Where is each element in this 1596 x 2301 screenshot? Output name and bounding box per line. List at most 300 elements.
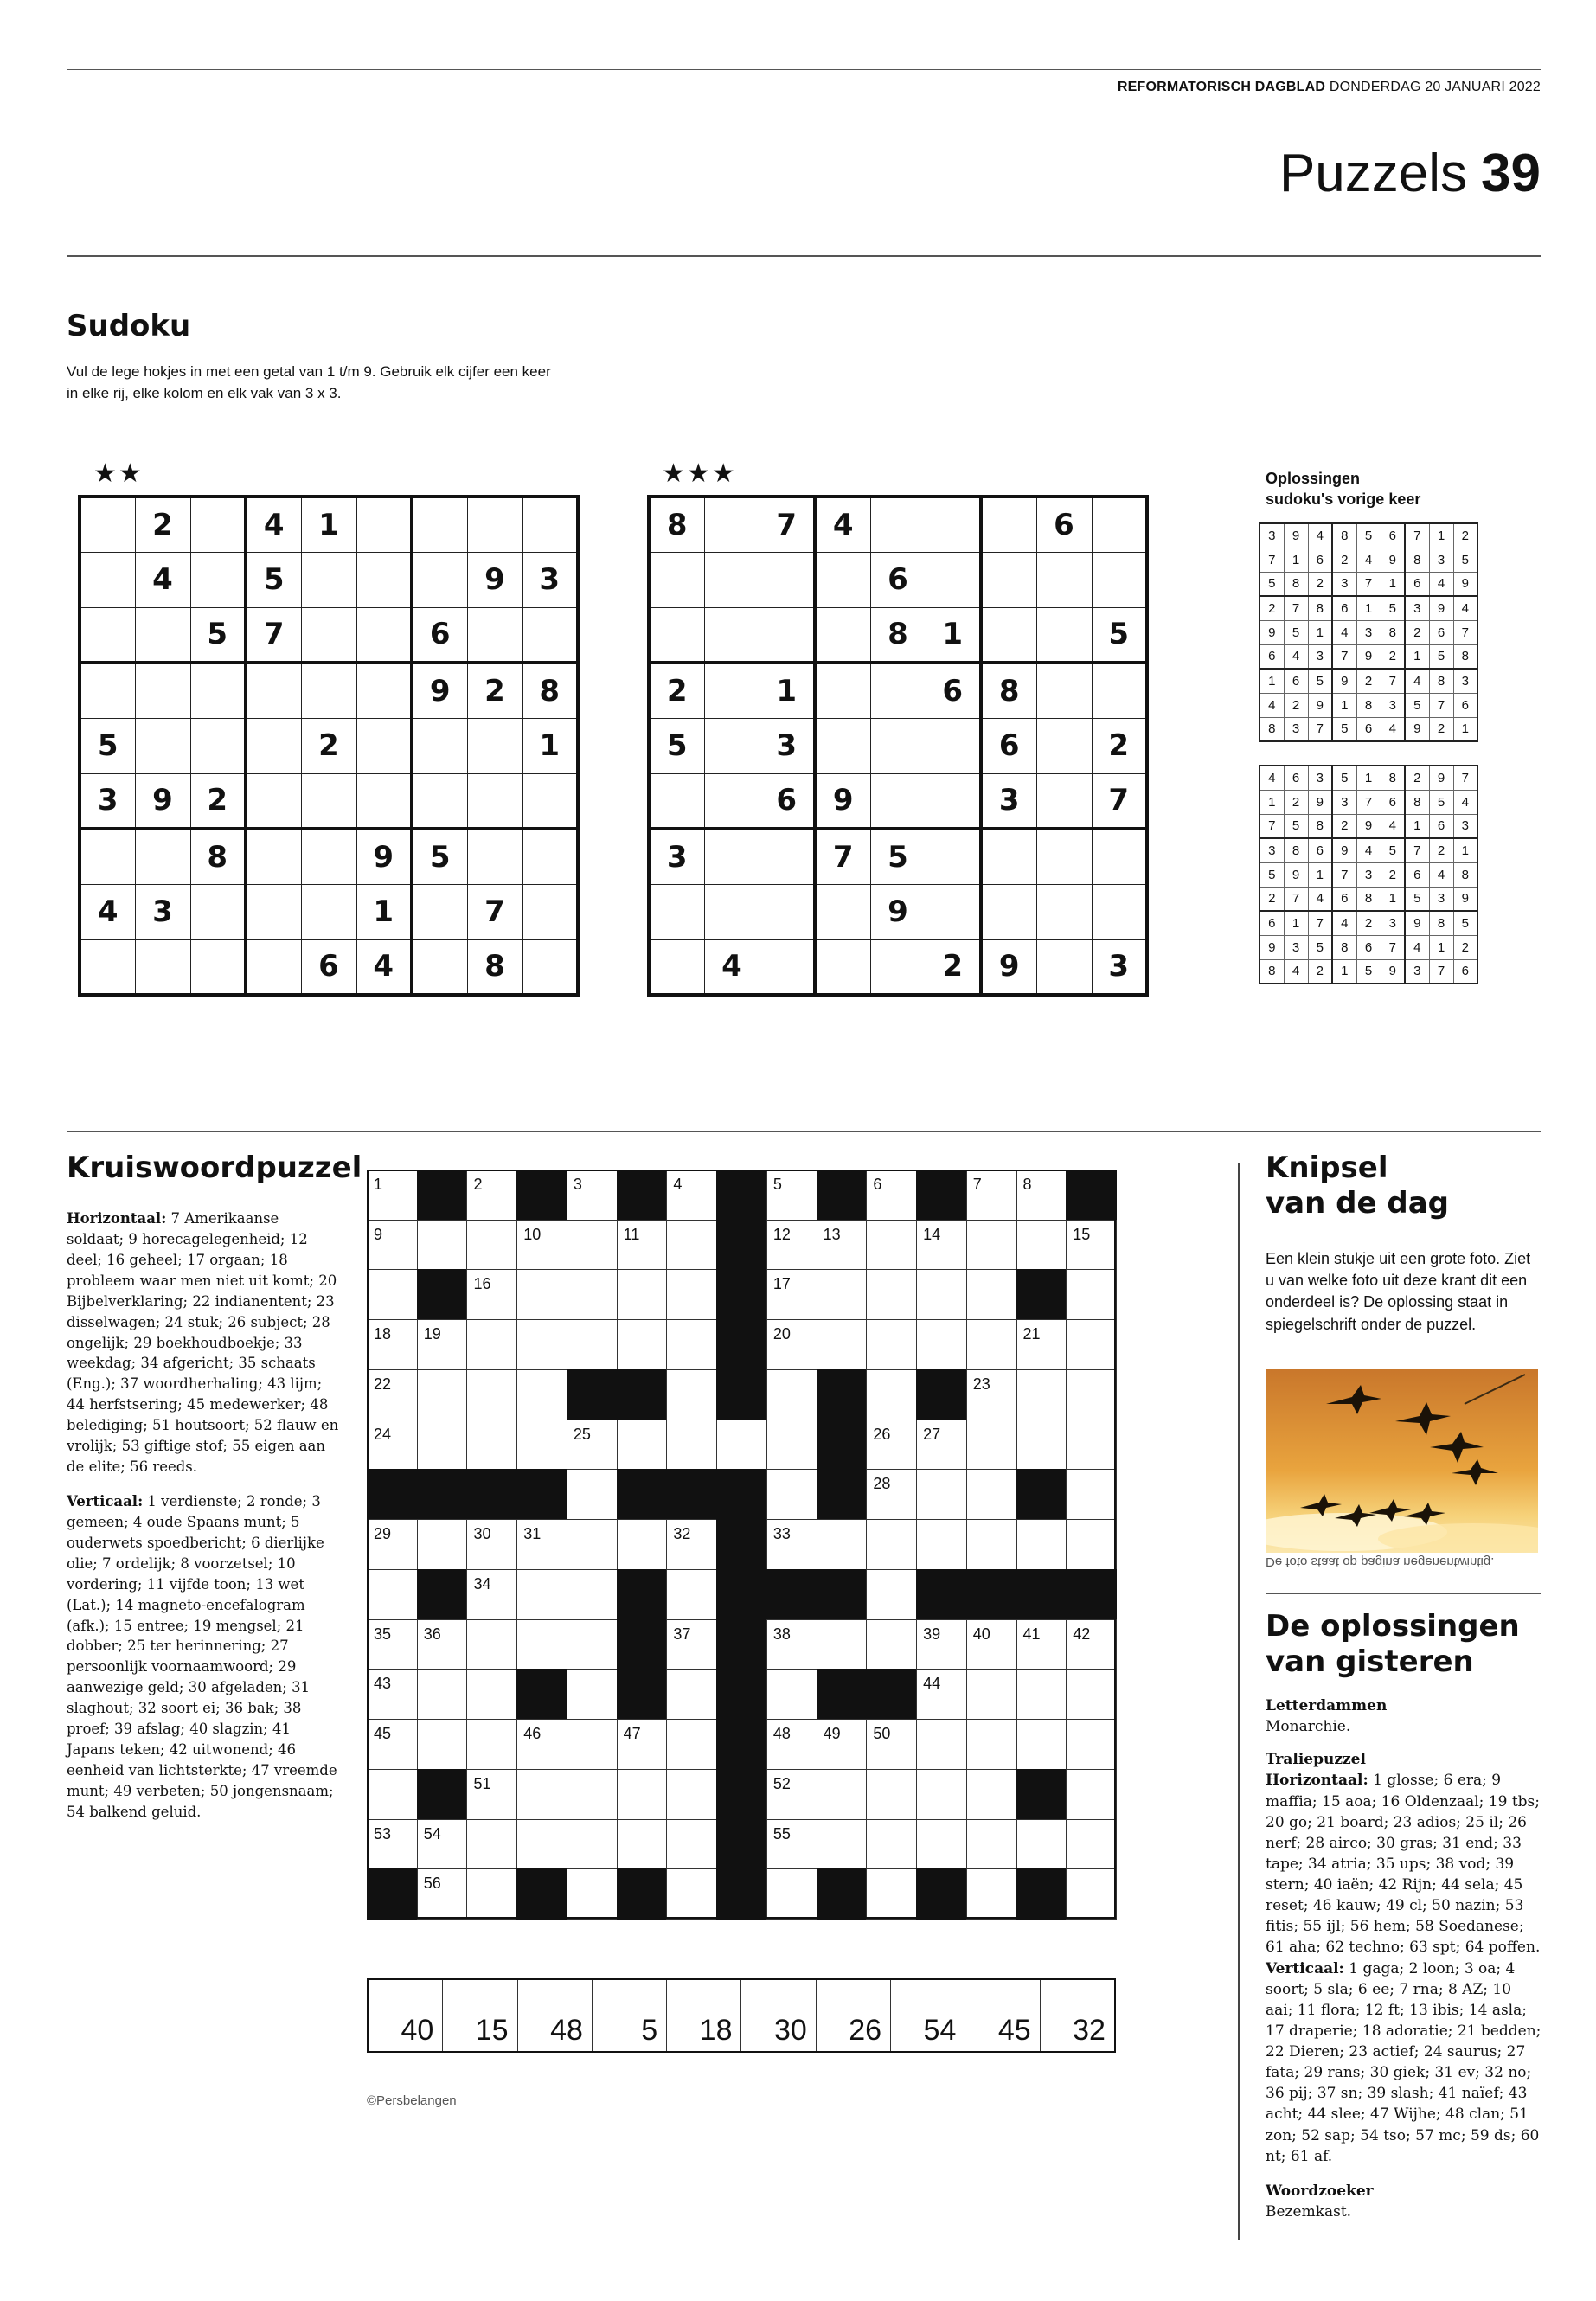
crossword-cell[interactable] xyxy=(916,1469,967,1520)
crossword-cell[interactable] xyxy=(817,1220,868,1271)
crossword-cell[interactable] xyxy=(1066,1369,1117,1420)
sudoku-1-cell[interactable] xyxy=(80,829,135,884)
crossword-cell[interactable] xyxy=(966,1319,1017,1370)
sudoku-2-cell[interactable] xyxy=(926,497,981,552)
answer-box[interactable] xyxy=(369,1980,443,2051)
sudoku-2-cell[interactable] xyxy=(760,884,815,939)
crossword-cell[interactable] xyxy=(516,1719,567,1770)
crossword-cell[interactable] xyxy=(916,1819,967,1870)
crossword-cell[interactable] xyxy=(1066,1269,1117,1320)
sudoku-2-cell[interactable] xyxy=(926,829,981,884)
crossword-clue-number: 21 xyxy=(1022,1325,1041,1343)
sudoku-2-cell[interactable] xyxy=(870,939,926,995)
crossword-cell[interactable] xyxy=(1016,1170,1067,1221)
crossword-cell[interactable] xyxy=(516,1420,567,1471)
crossword-cell[interactable] xyxy=(617,1220,668,1271)
sudoku-2-cell[interactable] xyxy=(981,829,1036,884)
crossword-cell[interactable] xyxy=(367,1269,418,1320)
crossword-cell[interactable] xyxy=(866,1819,917,1870)
crossword-cell[interactable] xyxy=(466,1719,517,1770)
sudoku-2-cell[interactable] xyxy=(815,884,870,939)
answer-box[interactable] xyxy=(965,1980,1040,2051)
crossword-cell[interactable] xyxy=(466,1269,517,1320)
crossword-cell[interactable] xyxy=(766,1519,817,1570)
sudoku-2-cell[interactable] xyxy=(1092,497,1147,552)
sudoku-1-cell[interactable] xyxy=(135,829,190,884)
crossword-answer-row[interactable] xyxy=(367,1978,1116,2053)
crossword-cell[interactable] xyxy=(1016,1319,1067,1370)
sudoku-2-cell[interactable] xyxy=(1092,552,1147,607)
crossword-cell[interactable] xyxy=(1016,1819,1067,1870)
solution-1-cell: 3 xyxy=(1381,693,1405,717)
crossword-cell[interactable] xyxy=(516,1619,567,1670)
solution-2-cell: 3 xyxy=(1356,862,1381,887)
sudoku-2-cell[interactable] xyxy=(1036,939,1092,995)
crossword-cell[interactable] xyxy=(866,1220,917,1271)
crossword-cell[interactable] xyxy=(766,1170,817,1221)
crossword-cell[interactable] xyxy=(466,1420,517,1471)
sudoku-2-cell[interactable] xyxy=(926,718,981,773)
sudoku-2-cell[interactable] xyxy=(1092,884,1147,939)
crossword-cell[interactable] xyxy=(666,1868,717,1920)
sudoku-2-cell: 5 xyxy=(1092,607,1147,663)
crossword-cell[interactable] xyxy=(866,1868,917,1920)
crossword-cell[interactable] xyxy=(367,1170,418,1221)
crossword-cell[interactable] xyxy=(966,1220,1017,1271)
sudoku-1-cell[interactable] xyxy=(190,718,246,773)
crossword-cell[interactable] xyxy=(567,1269,618,1320)
sudoku-grid-2[interactable] xyxy=(647,495,1149,997)
crossword-cell[interactable] xyxy=(516,1220,567,1271)
crossword-black-cell xyxy=(817,1420,868,1471)
sudoku-1-cell[interactable] xyxy=(412,884,467,939)
crossword-cell[interactable] xyxy=(866,1569,917,1620)
sudoku-1-cell[interactable] xyxy=(356,663,412,718)
crossword-cell[interactable] xyxy=(817,1319,868,1370)
crossword-cell[interactable] xyxy=(417,1420,468,1471)
sudoku-2-cell[interactable] xyxy=(649,773,704,829)
crossword-cell[interactable] xyxy=(866,1769,917,1820)
crossword-cell[interactable] xyxy=(567,1170,618,1221)
crossword-cell[interactable] xyxy=(916,1420,967,1471)
sudoku-2-cell[interactable] xyxy=(760,607,815,663)
crossword-cell[interactable] xyxy=(1066,1420,1117,1471)
crossword-cell[interactable] xyxy=(567,1319,618,1370)
crossword-cell[interactable] xyxy=(817,1619,868,1670)
sudoku-1-cell[interactable] xyxy=(80,552,135,607)
sudoku-1-cell[interactable] xyxy=(135,939,190,995)
crossword-cell[interactable] xyxy=(617,1319,668,1370)
crossword-cell[interactable] xyxy=(666,1319,717,1370)
crossword-cell[interactable] xyxy=(417,1669,468,1720)
sudoku-1-cell[interactable] xyxy=(190,663,246,718)
crossword-cell[interactable] xyxy=(367,1669,418,1720)
sudoku-grid-1[interactable] xyxy=(78,495,580,997)
sudoku-1-cell[interactable] xyxy=(522,497,578,552)
sudoku-1-cell[interactable] xyxy=(522,829,578,884)
crossword-cell[interactable] xyxy=(567,1469,618,1520)
sudoku-1-cell[interactable] xyxy=(356,718,412,773)
crossword-cell[interactable] xyxy=(466,1769,517,1820)
crossword-cell[interactable] xyxy=(567,1519,618,1570)
crossword-cell[interactable] xyxy=(417,1868,468,1920)
crossword-cell[interactable] xyxy=(766,1319,817,1370)
crossword-cell[interactable] xyxy=(966,1420,1017,1471)
crossword-cell[interactable] xyxy=(966,1369,1017,1420)
crossword-cell[interactable] xyxy=(817,1769,868,1820)
crossword-cell[interactable] xyxy=(766,1819,817,1870)
crossword-cell[interactable] xyxy=(966,1769,1017,1820)
sudoku-2-cell: 9 xyxy=(981,939,1036,995)
crossword-cell[interactable] xyxy=(417,1619,468,1670)
crossword-cell[interactable] xyxy=(1066,1619,1117,1670)
crossword-cell[interactable] xyxy=(966,1868,1017,1920)
crossword-cell[interactable] xyxy=(666,1170,717,1221)
crossword-cell[interactable] xyxy=(866,1519,917,1570)
sudoku-2-cell[interactable] xyxy=(981,884,1036,939)
sudoku-1-cell[interactable] xyxy=(467,773,522,829)
sudoku-1-cell[interactable] xyxy=(522,607,578,663)
crossword-cell[interactable] xyxy=(916,1519,967,1570)
crossword-cell[interactable] xyxy=(516,1519,567,1570)
sudoku-1-cell[interactable] xyxy=(246,829,301,884)
sudoku-2-cell[interactable] xyxy=(1036,718,1092,773)
crossword-cell[interactable] xyxy=(766,1269,817,1320)
sudoku-1-cell[interactable] xyxy=(522,884,578,939)
sudoku-1-cell[interactable] xyxy=(135,718,190,773)
crossword-cell[interactable] xyxy=(666,1269,717,1320)
crossword-cell[interactable] xyxy=(817,1819,868,1870)
crossword-cell[interactable] xyxy=(866,1719,917,1770)
crossword-cell[interactable] xyxy=(367,1719,418,1770)
crossword-cell[interactable] xyxy=(567,1619,618,1670)
crossword-cell[interactable] xyxy=(367,1769,418,1820)
crossword-cell[interactable] xyxy=(716,1420,767,1471)
sudoku-1-cell[interactable] xyxy=(467,829,522,884)
sudoku-2-cell[interactable] xyxy=(870,663,926,718)
crossword-cell[interactable] xyxy=(466,1569,517,1620)
crossword-cell[interactable] xyxy=(466,1819,517,1870)
crossword-cell[interactable] xyxy=(617,1819,668,1870)
sudoku-1-cell[interactable] xyxy=(301,829,356,884)
crossword-cell[interactable] xyxy=(1066,1769,1117,1820)
crossword-cell[interactable] xyxy=(617,1269,668,1320)
sudoku-1-cell[interactable] xyxy=(246,718,301,773)
sudoku-2-cell[interactable] xyxy=(1036,829,1092,884)
crossword-cell[interactable] xyxy=(916,1220,967,1271)
sudoku-2-cell[interactable] xyxy=(981,607,1036,663)
sudoku-1-cell[interactable] xyxy=(80,607,135,663)
crossword-cell[interactable] xyxy=(966,1719,1017,1770)
sudoku-1-cell[interactable] xyxy=(135,607,190,663)
crossword-cell[interactable] xyxy=(367,1420,418,1471)
sudoku-1-cell[interactable] xyxy=(246,939,301,995)
crossword-cell[interactable] xyxy=(1016,1420,1067,1471)
crossword-cell[interactable] xyxy=(417,1819,468,1870)
sudoku-2-cell[interactable] xyxy=(649,607,704,663)
crossword-cell[interactable] xyxy=(567,1868,618,1920)
crossword-cell[interactable] xyxy=(817,1519,868,1570)
sudoku-1-cell[interactable] xyxy=(356,497,412,552)
crossword-cell[interactable] xyxy=(766,1469,817,1520)
crossword-cell[interactable] xyxy=(766,1369,817,1420)
sudoku-1-cell: 1 xyxy=(356,884,412,939)
sudoku-1-cell[interactable] xyxy=(190,552,246,607)
crossword-cell[interactable] xyxy=(516,1569,567,1620)
crossword-cell[interactable] xyxy=(766,1220,817,1271)
crossword-cell[interactable] xyxy=(617,1719,668,1770)
crossword-cell[interactable] xyxy=(466,1220,517,1271)
answer-box[interactable] xyxy=(1041,1980,1114,2051)
crossword-cell[interactable] xyxy=(866,1319,917,1370)
sudoku-1-cell[interactable] xyxy=(246,884,301,939)
sudoku-2-cell[interactable] xyxy=(704,718,760,773)
sudoku-2-cell[interactable] xyxy=(1092,663,1147,718)
crossword-cell[interactable] xyxy=(966,1819,1017,1870)
sudoku-2-cell[interactable] xyxy=(870,773,926,829)
sudoku-2-cell[interactable] xyxy=(1092,829,1147,884)
crossword-cell[interactable] xyxy=(866,1269,917,1320)
crossword-cell[interactable] xyxy=(567,1420,618,1471)
sudoku-2-cell[interactable] xyxy=(704,497,760,552)
sudoku-2-cell[interactable] xyxy=(1036,884,1092,939)
crossword-cell[interactable] xyxy=(916,1319,967,1370)
crossword-cell[interactable] xyxy=(1016,1220,1067,1271)
crossword-cell[interactable] xyxy=(666,1619,717,1670)
crossword-cell[interactable] xyxy=(1016,1669,1067,1720)
crossword-cell[interactable] xyxy=(916,1269,967,1320)
crossword-cell[interactable] xyxy=(567,1769,618,1820)
crossword-cell[interactable] xyxy=(916,1719,967,1770)
crossword-cell[interactable] xyxy=(966,1619,1017,1670)
crossword-cell[interactable] xyxy=(766,1420,817,1471)
crossword-black-cell xyxy=(617,1569,668,1620)
sudoku-2-cell[interactable] xyxy=(1036,552,1092,607)
crossword-cell[interactable] xyxy=(766,1669,817,1720)
crossword-cell[interactable] xyxy=(866,1170,917,1221)
crossword-cell[interactable] xyxy=(1066,1519,1117,1570)
sudoku-2-cell[interactable] xyxy=(760,939,815,995)
crossword-cell[interactable] xyxy=(567,1220,618,1271)
crossword-cell[interactable] xyxy=(666,1819,717,1870)
crossword-cell[interactable] xyxy=(567,1719,618,1770)
crossword-cell[interactable] xyxy=(1016,1719,1067,1770)
sudoku-1-cell[interactable] xyxy=(301,773,356,829)
crossword-cell[interactable] xyxy=(417,1369,468,1420)
sudoku-1-cell[interactable] xyxy=(301,607,356,663)
answer-box[interactable] xyxy=(891,1980,965,2051)
crossword-black-cell xyxy=(716,1719,767,1770)
crossword-cell[interactable] xyxy=(417,1220,468,1271)
sudoku-1-cell[interactable] xyxy=(467,497,522,552)
sudoku-2-cell[interactable] xyxy=(926,552,981,607)
sudoku-2-cell[interactable] xyxy=(704,663,760,718)
sudoku-2-cell[interactable] xyxy=(1036,607,1092,663)
sudoku-1-cell[interactable] xyxy=(412,497,467,552)
answer-box[interactable] xyxy=(518,1980,593,2051)
crossword-cell[interactable] xyxy=(466,1669,517,1720)
crossword-cell[interactable] xyxy=(1066,1868,1117,1920)
sudoku-2-cell[interactable] xyxy=(815,718,870,773)
crossword-cell[interactable] xyxy=(866,1369,917,1420)
crossword-cell[interactable] xyxy=(916,1769,967,1820)
crossword-cell[interactable] xyxy=(466,1319,517,1370)
crossword-cell[interactable] xyxy=(1016,1519,1067,1570)
sudoku-2-cell[interactable] xyxy=(649,939,704,995)
crossword-cell[interactable] xyxy=(1016,1619,1067,1670)
crossword-cell[interactable] xyxy=(516,1369,567,1420)
sudoku-1-cell[interactable] xyxy=(301,552,356,607)
crossword-cell[interactable] xyxy=(1066,1819,1117,1870)
sudoku-2-cell[interactable] xyxy=(704,773,760,829)
sudoku-2-cell[interactable] xyxy=(704,552,760,607)
sudoku-2-cell[interactable] xyxy=(815,607,870,663)
sudoku-2-cell[interactable] xyxy=(981,497,1036,552)
crossword-cell[interactable] xyxy=(666,1220,717,1271)
sudoku-2-cell[interactable] xyxy=(926,773,981,829)
crossword-cell[interactable] xyxy=(466,1619,517,1670)
crossword-cell[interactable] xyxy=(617,1519,668,1570)
crossword-cell[interactable] xyxy=(567,1819,618,1870)
crossword-cell[interactable] xyxy=(766,1868,817,1920)
crossword-cell[interactable] xyxy=(966,1269,1017,1320)
crossword-cell[interactable] xyxy=(466,1868,517,1920)
sudoku-1-cell[interactable] xyxy=(301,663,356,718)
crossword-cell[interactable] xyxy=(966,1669,1017,1720)
crossword-cell[interactable] xyxy=(516,1819,567,1870)
sudoku-2-cell[interactable] xyxy=(649,552,704,607)
sudoku-2-cell[interactable] xyxy=(649,884,704,939)
sudoku-1-cell[interactable] xyxy=(356,552,412,607)
crossword-cell[interactable] xyxy=(866,1619,917,1670)
crossword-cell[interactable] xyxy=(567,1669,618,1720)
crossword-cell[interactable] xyxy=(367,1569,418,1620)
clues-vertical-label: Verticaal: xyxy=(67,1492,144,1509)
sudoku-1-cell[interactable] xyxy=(412,773,467,829)
crossword-cell[interactable] xyxy=(766,1619,817,1670)
sudoku-2-cell[interactable] xyxy=(704,884,760,939)
crossword-cell[interactable] xyxy=(617,1420,668,1471)
crossword-cell[interactable] xyxy=(466,1519,517,1570)
crossword-cell[interactable] xyxy=(367,1220,418,1271)
sudoku-1-cell[interactable] xyxy=(190,939,246,995)
sudoku-1-cell[interactable] xyxy=(246,663,301,718)
sudoku-1-cell[interactable] xyxy=(356,773,412,829)
sudoku-2-cell[interactable] xyxy=(815,552,870,607)
crossword-cell[interactable] xyxy=(367,1619,418,1670)
crossword-cell[interactable] xyxy=(666,1769,717,1820)
crossword-cell[interactable] xyxy=(466,1170,517,1221)
crossword-cell[interactable] xyxy=(866,1469,917,1520)
answer-box[interactable] xyxy=(741,1980,816,2051)
crossword-cell[interactable] xyxy=(817,1269,868,1320)
crossword-cell[interactable] xyxy=(516,1319,567,1370)
sudoku-1-cell[interactable] xyxy=(522,773,578,829)
sudoku-1-cell[interactable] xyxy=(467,718,522,773)
crossword-cell[interactable] xyxy=(1066,1719,1117,1770)
crossword-cell[interactable] xyxy=(367,1369,418,1420)
sudoku-2-cell[interactable] xyxy=(704,607,760,663)
answer-box[interactable] xyxy=(443,1980,517,2051)
sudoku-2-cell[interactable] xyxy=(815,939,870,995)
sudoku-2-cell[interactable] xyxy=(926,884,981,939)
sudoku-1-cell[interactable] xyxy=(301,884,356,939)
sudoku-1-cell[interactable] xyxy=(190,884,246,939)
sudoku-2-cell[interactable] xyxy=(760,829,815,884)
answer-box[interactable] xyxy=(667,1980,741,2051)
answer-box[interactable] xyxy=(593,1980,667,2051)
sudoku-2-cell[interactable] xyxy=(704,829,760,884)
crossword-cell[interactable] xyxy=(1016,1369,1067,1420)
crossword-cell[interactable] xyxy=(417,1519,468,1570)
crossword-cell[interactable] xyxy=(817,1719,868,1770)
crossword-cell[interactable] xyxy=(666,1369,717,1420)
crossword-cell[interactable] xyxy=(966,1519,1017,1570)
sudoku-2-cell[interactable] xyxy=(981,552,1036,607)
crossword-cell[interactable] xyxy=(966,1170,1017,1221)
crossword-cell[interactable] xyxy=(516,1769,567,1820)
sudoku-1-cell[interactable] xyxy=(135,663,190,718)
sudoku-2-cell[interactable] xyxy=(815,663,870,718)
crossword-cell[interactable] xyxy=(417,1319,468,1370)
crossword-cell[interactable] xyxy=(766,1719,817,1770)
crossword-cell[interactable] xyxy=(516,1269,567,1320)
sudoku-1-cell[interactable] xyxy=(412,552,467,607)
crossword-cell[interactable] xyxy=(417,1719,468,1770)
sudoku-1-cell[interactable] xyxy=(467,607,522,663)
crossword-cell[interactable] xyxy=(617,1769,668,1820)
crossword-cell[interactable] xyxy=(1066,1469,1117,1520)
crossword-cell[interactable] xyxy=(666,1669,717,1720)
crossword-cell[interactable] xyxy=(916,1669,967,1720)
crossword-cell[interactable] xyxy=(1066,1669,1117,1720)
crossword-cell[interactable] xyxy=(567,1569,618,1620)
sudoku-1-cell[interactable] xyxy=(80,939,135,995)
sudoku-2-cell[interactable] xyxy=(1036,773,1092,829)
crossword-cell[interactable] xyxy=(916,1619,967,1670)
crossword-cell[interactable] xyxy=(966,1469,1017,1520)
sudoku-2-cell[interactable] xyxy=(760,552,815,607)
crossword-black-cell xyxy=(617,1170,668,1221)
sudoku-1-cell[interactable] xyxy=(80,497,135,552)
sudoku-1-cell[interactable] xyxy=(412,939,467,995)
crossword-cell[interactable] xyxy=(1066,1319,1117,1370)
sudoku-1-cell[interactable] xyxy=(412,718,467,773)
sudoku-1-cell[interactable] xyxy=(246,773,301,829)
sudoku-2-cell[interactable] xyxy=(870,497,926,552)
answer-box[interactable] xyxy=(817,1980,891,2051)
crossword-cell[interactable] xyxy=(666,1519,717,1570)
crossword-cell[interactable] xyxy=(666,1719,717,1770)
crossword-cell[interactable] xyxy=(367,1319,418,1370)
crossword-cell[interactable] xyxy=(466,1369,517,1420)
crossword-cell[interactable] xyxy=(666,1569,717,1620)
crossword-cell[interactable] xyxy=(367,1519,418,1570)
sudoku-1-cell[interactable] xyxy=(80,663,135,718)
crossword-clue-number: 11 xyxy=(623,1225,640,1243)
sudoku-solution-1 xyxy=(1259,522,1478,742)
sudoku-2-cell[interactable] xyxy=(870,718,926,773)
crossword-cell[interactable] xyxy=(666,1420,717,1471)
sudoku-1-cell[interactable] xyxy=(356,607,412,663)
sudoku-2-cell[interactable] xyxy=(1036,663,1092,718)
sudoku-1-cell[interactable] xyxy=(190,497,246,552)
crossword-cell[interactable] xyxy=(1066,1220,1117,1271)
crossword-cell[interactable] xyxy=(866,1420,917,1471)
crossword-cell[interactable] xyxy=(766,1769,817,1820)
crossword-cell[interactable] xyxy=(367,1819,418,1870)
sudoku-1-cell[interactable] xyxy=(522,939,578,995)
